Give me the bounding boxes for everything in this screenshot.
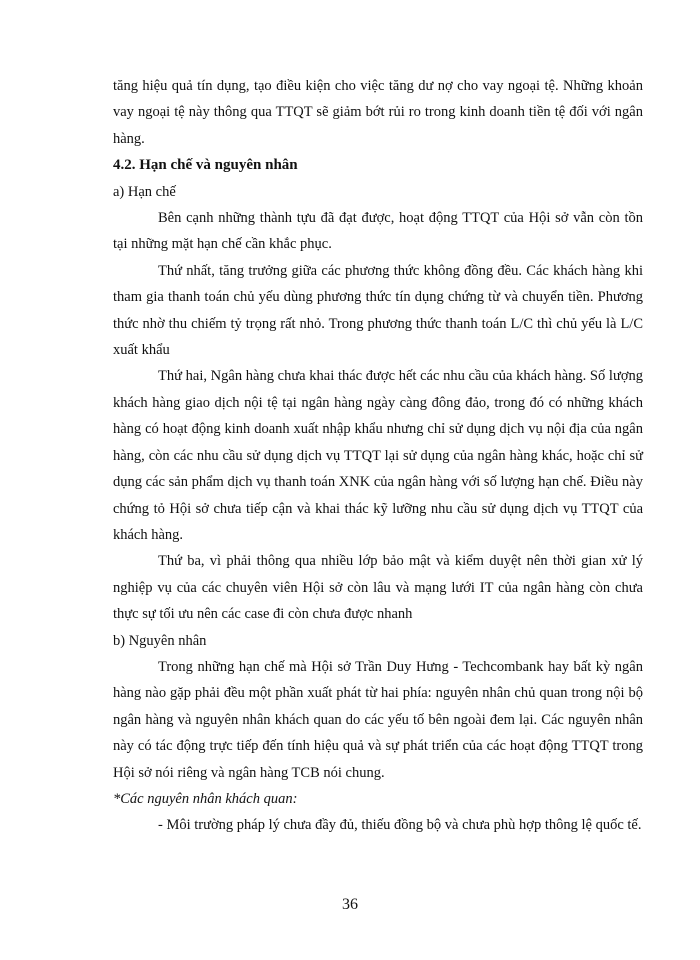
- body-paragraph: Thứ ba, vì phải thông qua nhiều lớp bảo mật và kiểm duyệt nên thời gian xử lý nghiệp vụ của các chuyên viên Hội sở còn lâu và mạng lưới IT của ngân hàng còn chưa thực sự tối ưu nên các case đi còn chưa được nhanh: [113, 553, 643, 623]
- body-paragraph: - Môi trường pháp lý chưa đầy đủ, thiếu đồng bộ và chưa phù hợp thông lệ quốc tế.: [158, 817, 642, 834]
- body-paragraph: Thứ nhất, tăng trưởng giữa các phương thức không đồng đều. Các khách hàng khi tham gia thanh toán chủ yếu dùng phương thức tín dụng chứng từ và chuyển tiền. Phương thức nhờ thu chiếm tỷ trọng rất nhỏ. Trong phương thức thanh toán L/C thì chủ yếu là L/C xuất khẩu: [113, 262, 643, 359]
- body-paragraph: tăng hiệu quả tín dụng, tạo điều kiện cho việc tăng dư nợ cho vay ngoại tệ. Những khoản vay ngoại tệ này thông qua TTQT sẽ giảm bớt rủi ro trong kinh doanh tiền tệ đối với ngân hàng.: [113, 78, 643, 147]
- body-paragraph: Trong những hạn chế mà Hội sở Trần Duy Hưng - Techcombank hay bất kỳ ngân hàng nào gặp phải đều một phần xuất phát từ hai phía: nguyên nhân chủ quan trong nội bộ ngân hàng và nguyên nhân khách quan do các yếu tố bên ngoài đem lại. Các nguyên nhân này có tác động trực tiếp đến tính hiệu quả và sự phát triển của các hoạt động TTQT trong Hội sở nói riêng và ngân hàng TCB nói chung.: [113, 658, 643, 781]
- body-paragraph: Bên cạnh những thành tựu đã đạt được, hoạt động TTQT của Hội sở vẫn còn tồn tại những mặt hạn chế cần khắc phục.: [113, 210, 643, 253]
- section-heading: 4.2. Hạn chế và nguyên nhân: [113, 157, 298, 174]
- italic-subheading: *Các nguyên nhân khách quan:: [113, 790, 298, 807]
- subsection-label: a) Hạn chế: [113, 183, 176, 200]
- body-paragraph: Thứ hai, Ngân hàng chưa khai thác được hết các nhu cầu của khách hàng. Số lượng khách hàng giao dịch nội tệ tại ngân hàng ngày càng đông đảo, trong đó có những khách hàng có hoạt động kinh doanh xuất nhập khẩu nhưng chỉ sử dụng dịch vụ nội địa của ngân hàng, còn các nhu cầu sử dụng dịch vụ TTQT lại sử dụng của ngân hàng khác, hoặc chỉ sử dụng các sản phẩm dịch vụ thanh toán XNK của ngân hàng với số lượng hạn chế. Điều này chứng tỏ Hội sở chưa tiếp cận và khai thác kỹ lưỡng nhu cầu sử dụng dịch vụ TTQT của khách hàng.: [113, 368, 643, 543]
- subsection-label: b) Nguyên nhân: [113, 632, 207, 649]
- document-body: [113, 73, 643, 839]
- page-number: 36: [342, 896, 358, 913]
